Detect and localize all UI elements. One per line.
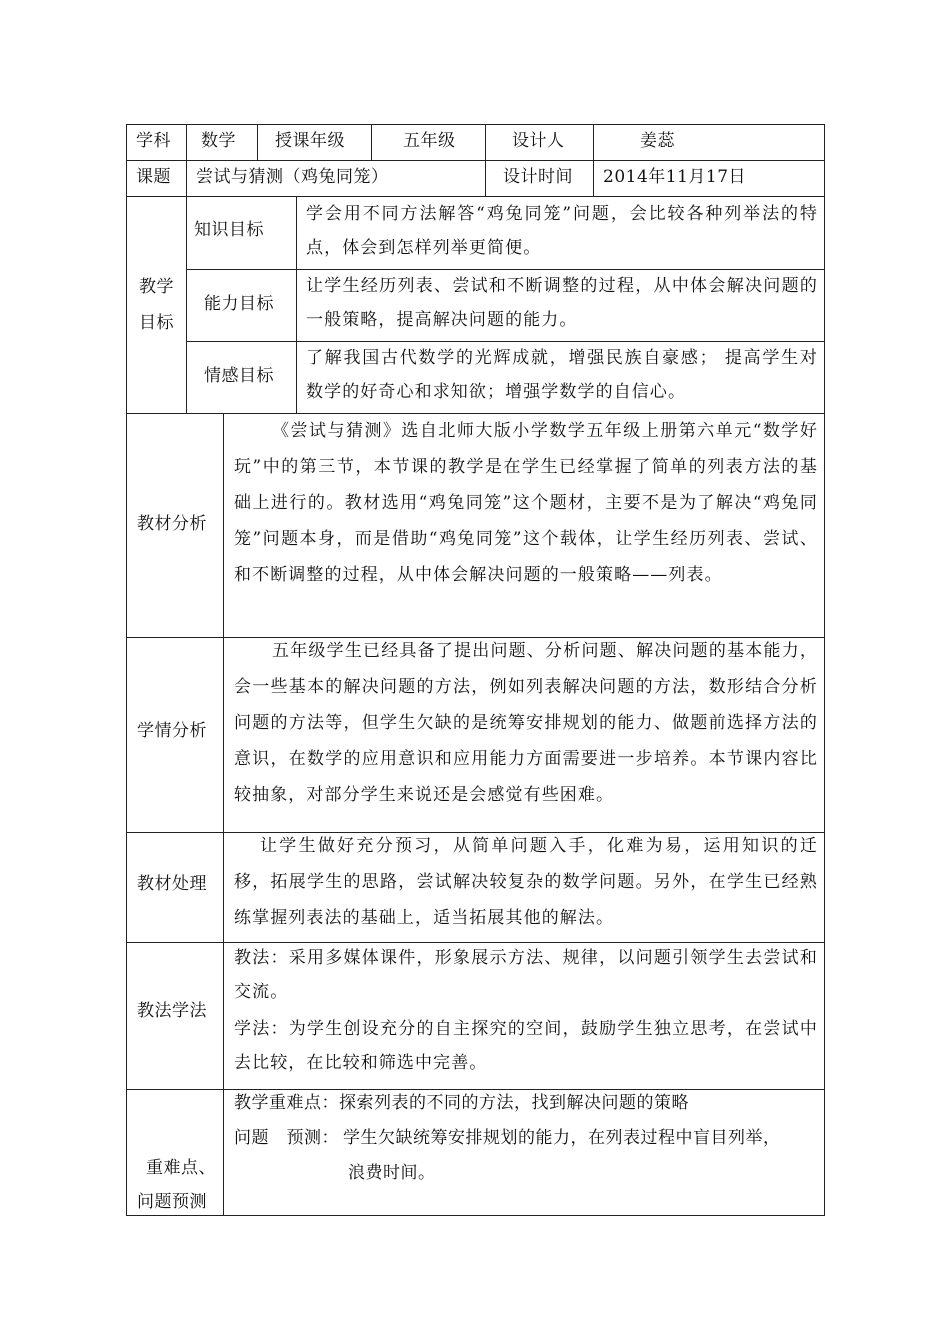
key-points-label-line2: 问题预测 <box>137 1192 207 1212</box>
table-border <box>824 124 825 1216</box>
grade-label: 授课年级 <box>275 131 345 151</box>
ability-goal-text: 让学生经历列表、尝试和不断调整的过程，从中体会解决问题的一般策略，提高解决问题的能力。 <box>306 276 818 330</box>
subject-label: 学科 <box>136 131 171 151</box>
prediction-line1: 学生欠缺统筹安排规划的能力，在列表过程中盲目列举， <box>343 1128 781 1148</box>
key-points-label-line1: 重难点、 <box>146 1158 216 1178</box>
student-analysis-label: 学情分析 <box>137 721 207 741</box>
prediction-label: 问题 预测： <box>234 1128 339 1148</box>
table-border <box>371 124 372 161</box>
topic-label: 课题 <box>136 167 171 187</box>
key-difficulty-line: 教学重难点：探索列表的不同的方法，找到解决问题的策略 <box>234 1093 689 1113</box>
table-border <box>126 1089 825 1090</box>
table-border <box>126 124 127 1216</box>
student-analysis-text: 五年级学生已经具备了提出问题、分析问题、解决问题的基本能力，会一些基本的解决问题的方法，例如列表解决问题的方法，数形结合分析问题的方法等，但学生欠缺的是统筹安排规划的能力、做题前选择方法的意识，在数学的应用意识和应用能力方面需要进一步培养。本节课内容比较抽象，对部分学生来说还是会感觉有些困难。 <box>234 641 818 805</box>
material-analysis-label: 教材分析 <box>137 514 207 534</box>
knowledge-goal-label: 知识目标 <box>194 220 264 240</box>
material-handling-text: 让学生做好充分预习，从简单问题入手，化难为易，运用知识的迁移，拓展学生的思路，尝试解决较复杂的数学问题。另外，在学生已经熟练掌握列表法的基础上，适当拓展其他的解法。 <box>234 836 818 928</box>
material-analysis-text: 《尝试与猜测》选自北师大版小学数学五年级上册第六单元“数学好玩”中的第三节，本节课的教学是在学生已经掌握了简单的列表方法的基础上进行的。教材选用“鸡兔同笼”这个题材，主要不是为了解决“鸡兔同笼”问题本身，而是借助“鸡兔同笼”这个载体，让学生经历列表、尝试、和不断调整的过程，从中体会解决问题的一般策略——列表。 <box>234 421 818 585</box>
goals-label-line1: 教学 <box>139 277 174 297</box>
design-time-label: 设计时间 <box>503 167 573 187</box>
table-border <box>257 124 258 161</box>
table-border <box>485 124 486 197</box>
table-border <box>186 124 187 414</box>
table-border <box>126 124 825 125</box>
goals-label-line2: 目标 <box>139 313 174 333</box>
material-handling-label: 教材处理 <box>137 874 207 894</box>
topic-value: 尝试与猜测（鸡兔同笼） <box>196 167 389 187</box>
subject-value: 数学 <box>201 131 236 151</box>
grade-value: 五年级 <box>403 131 456 151</box>
prediction-line2: 浪费时间。 <box>348 1163 436 1183</box>
teaching-method-text: 教法：采用多媒体课件，形象展示方法、规律，以问题引领学生去尝试和交流。 <box>234 948 818 1002</box>
designer-label: 设计人 <box>512 131 565 151</box>
table-border <box>593 124 594 197</box>
emotion-goal-text: 了解我国古代数学的光辉成就，增强民族自豪感； 提高学生对数学的好奇心和求知欲；增强学数学的自信心。 <box>306 348 818 402</box>
knowledge-goal-text: 学会用不同方法解答“鸡兔同笼”问题，会比较各种列举法的特点，体会到怎样列举更简便。 <box>306 204 818 258</box>
table-border <box>126 160 825 161</box>
emotion-goal-label: 情感目标 <box>204 366 274 386</box>
ability-goal-label: 能力目标 <box>204 294 274 314</box>
table-border <box>223 413 224 1216</box>
methods-label: 教法学法 <box>137 1001 207 1021</box>
table-border <box>126 1215 825 1216</box>
learning-method-text: 学法：为学生创设充分的自主探究的空间，鼓励学生独立思考，在尝试中去比较，在比较和筛选中完善。 <box>234 1019 818 1073</box>
designer-value: 姜蕊 <box>640 131 675 151</box>
design-time-value: 2014年11月17日 <box>603 167 747 187</box>
table-border <box>296 196 297 414</box>
